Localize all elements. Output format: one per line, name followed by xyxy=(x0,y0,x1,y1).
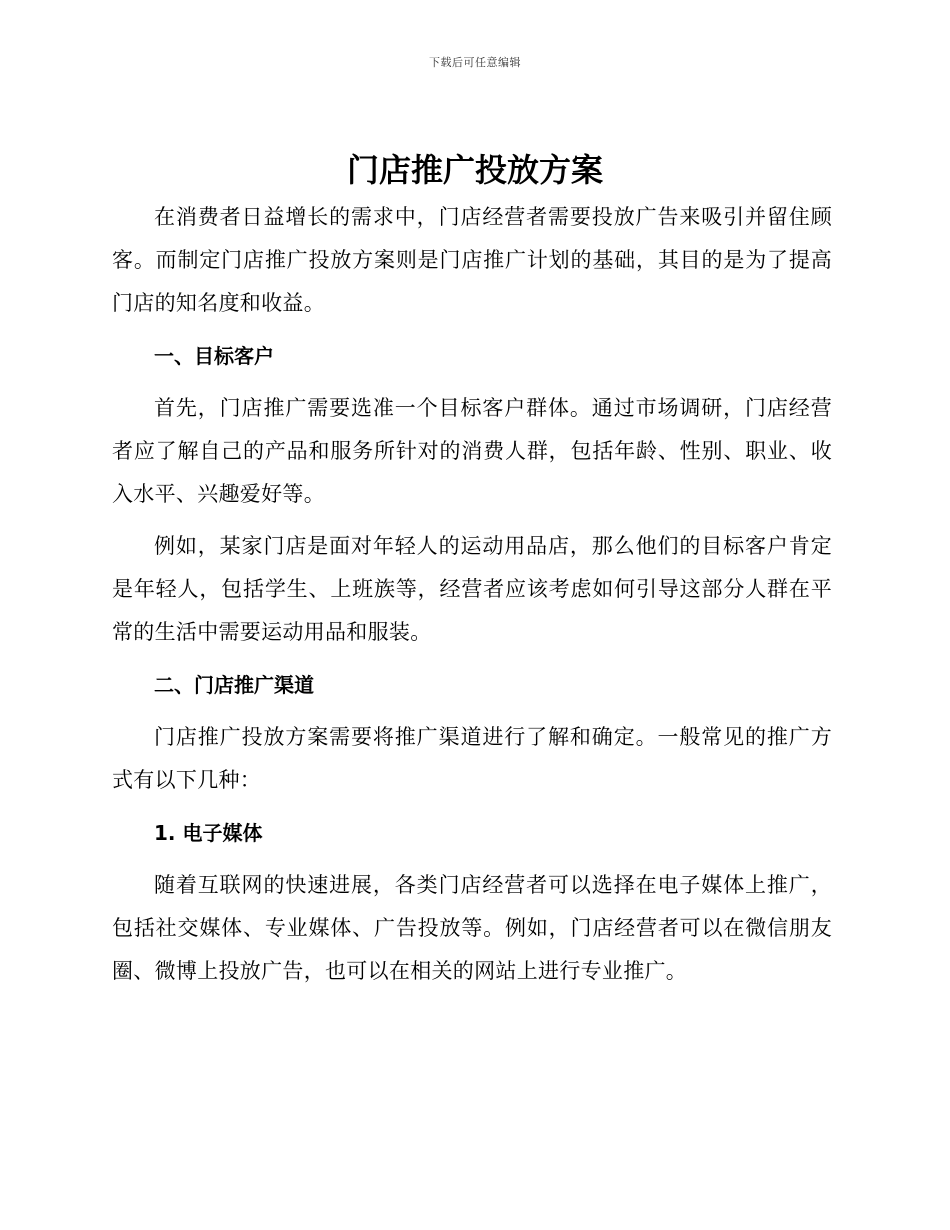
intro-paragraph: 在消费者日益增长的需求中，门店经营者需要投放广告来吸引并留住顾客。而制定门店推广投放方案则是门店推广计划的基础，其目的是为了提高门店的知名度和收益。 xyxy=(112,205,832,315)
document-title: 门店推广投放方案 xyxy=(346,151,603,189)
section2-paragraph-1: 门店推广投放方案需要将推广渠道进行了解和确定。一般常见的推广方式有以下几种： xyxy=(112,725,832,792)
section-heading-target-customers: 一、目标客户 xyxy=(154,344,274,368)
subsection-heading-electronic-media: 1. 电子媒体 xyxy=(154,821,263,845)
section1-paragraph-1: 首先，门店推广需要选准一个目标客户群体。通过市场调研，门店经营者应了解自己的产品和服务所针对的消费人群，包括年龄、性别、职业、收入水平、兴趣爱好等。 xyxy=(112,396,832,506)
section-heading-promotion-channels: 二、门店推广渠道 xyxy=(154,673,314,697)
header-note: 下载后可任意编辑 xyxy=(429,56,521,69)
subsection1-paragraph-1: 随着互联网的快速进展，各类门店经营者可以选择在电子媒体上推广，包括社交媒体、专业媒体、广告投放等。例如，门店经营者可以在微信朋友圈、微博上投放广告，也可以在相关的网站上进行专业推广。 xyxy=(112,873,832,983)
document-body xyxy=(112,196,832,993)
section1-paragraph-2: 例如，某家门店是面对年轻人的运动用品店，那么他们的目标客户肯定是年轻人，包括学生、上班族等，经营者应该考虑如何引导这部分人群在平常的生活中需要运动用品和服装。 xyxy=(112,534,832,644)
